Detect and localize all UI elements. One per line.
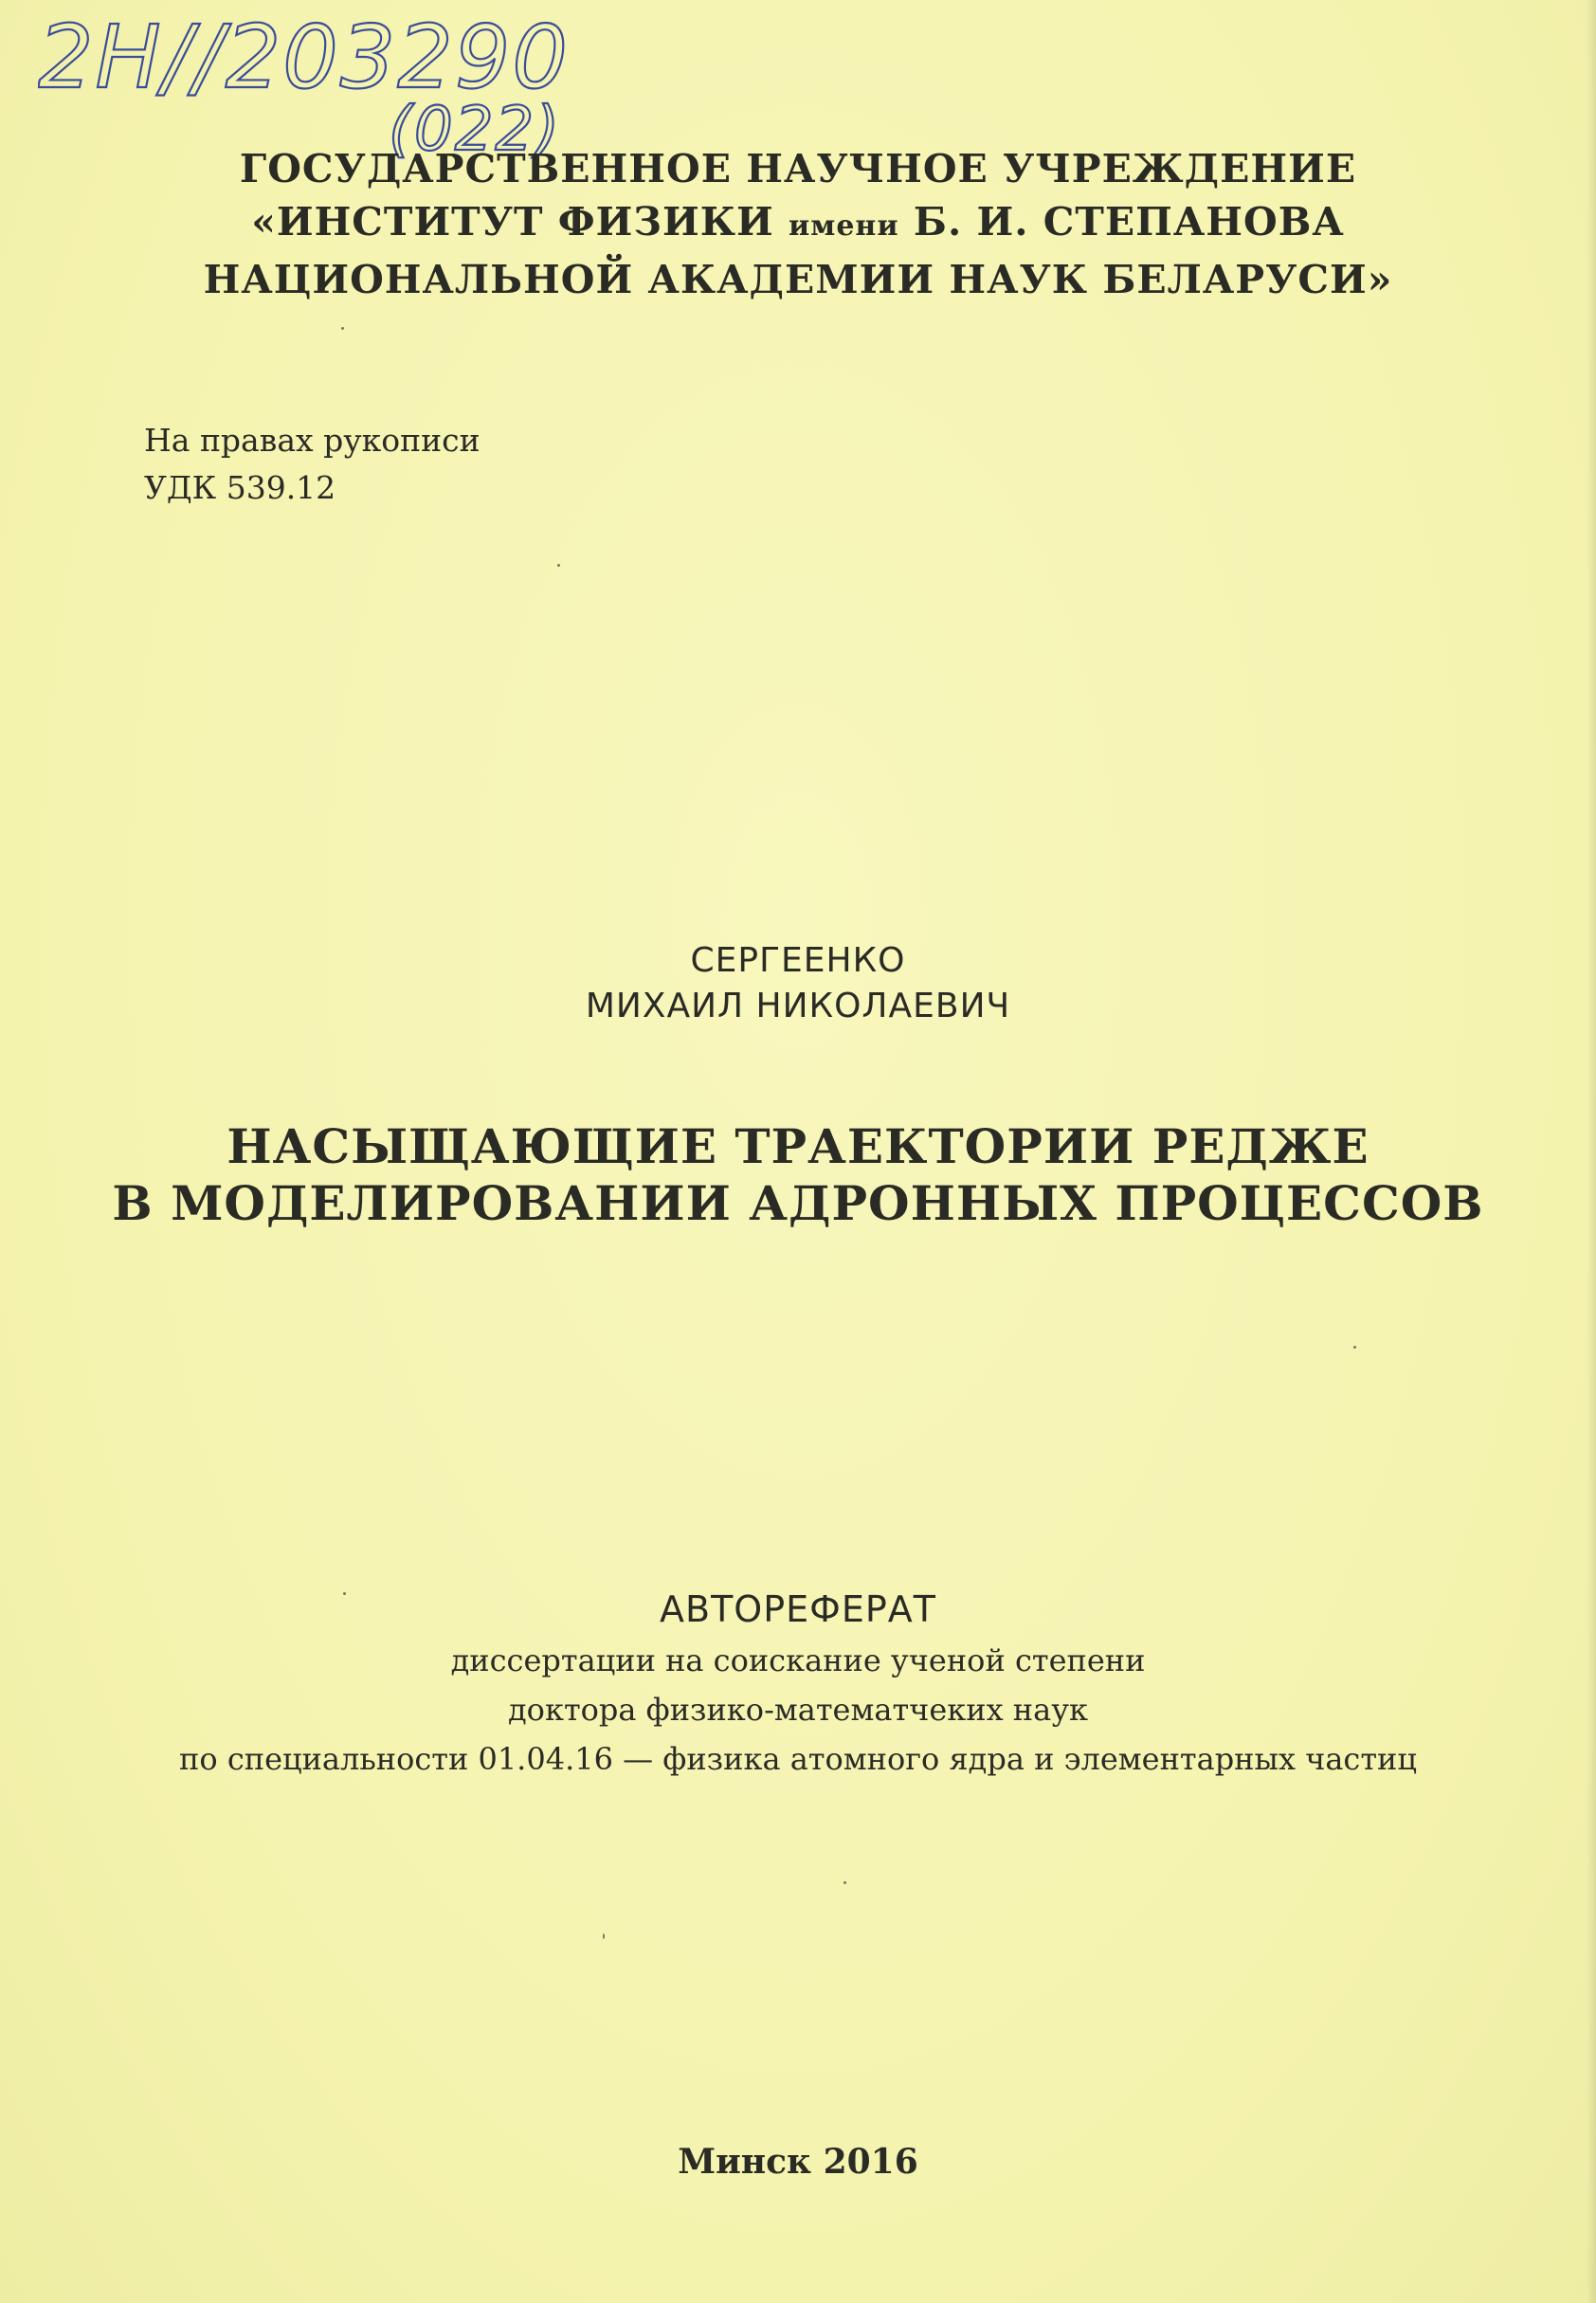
institution-line2-part2: Б. И. СТЕПАНОВА <box>913 199 1345 245</box>
abstract-heading: АВТОРЕФЕРАТ <box>660 1588 936 1630</box>
paper-speck <box>603 1933 605 1939</box>
author-surname: СЕРГЕЕНКО <box>690 941 906 980</box>
paper-speck <box>341 327 344 330</box>
dissertation-title <box>0 1118 1596 1232</box>
paper-speck <box>1353 1346 1356 1349</box>
abstract-line3: по специальности 01.04.16 — физика атомного ядра и элементарных частиц <box>179 1741 1417 1777</box>
handwritten-note-line2: (022) <box>389 95 562 165</box>
author-block <box>0 938 1596 1029</box>
rights-notice: На правах рукописи <box>144 422 481 459</box>
paper-speck <box>343 1592 346 1595</box>
abstract-line2: доктора физико-математчеких наук <box>507 1692 1089 1728</box>
handwritten-note-line1: 2Н//203290 <box>38 7 570 108</box>
institution-line3: НАЦИОНАЛЬНОЙ АКАДЕМИИ НАУК БЕЛАРУСИ» <box>203 257 1393 302</box>
institution-line2-part1: «ИНСТИТУТ ФИЗИКИ <box>251 199 774 245</box>
author-given-names: МИХАИЛ НИКОЛАЕВИЧ <box>585 987 1011 1025</box>
place-and-year: Минск 2016 <box>678 2142 918 2182</box>
manuscript-rights <box>144 417 481 512</box>
title-line2: В МОДЕЛИРОВАНИИ АДРОННЫХ ПРОЦЕССОВ <box>112 1175 1484 1231</box>
institution-line2-small: имени <box>789 209 899 243</box>
paper-speck <box>557 564 560 567</box>
title-line1: НАСЫЩАЮЩИЕ ТРАЕКТОРИИ РЕДЖЕ <box>227 1118 1369 1174</box>
abstract-block <box>0 1583 1596 1784</box>
abstract-line1: диссертации на соискание ученой степени <box>450 1642 1146 1678</box>
udc-code: УДК 539.12 <box>144 469 336 506</box>
institution-line1: ГОСУДАРСТВЕННОЕ НАУЧНОЕ УЧРЕЖДЕНИЕ <box>239 146 1357 191</box>
institution-header <box>0 142 1596 306</box>
institution-line2 <box>0 195 1596 253</box>
paper-speck <box>843 1881 846 1884</box>
